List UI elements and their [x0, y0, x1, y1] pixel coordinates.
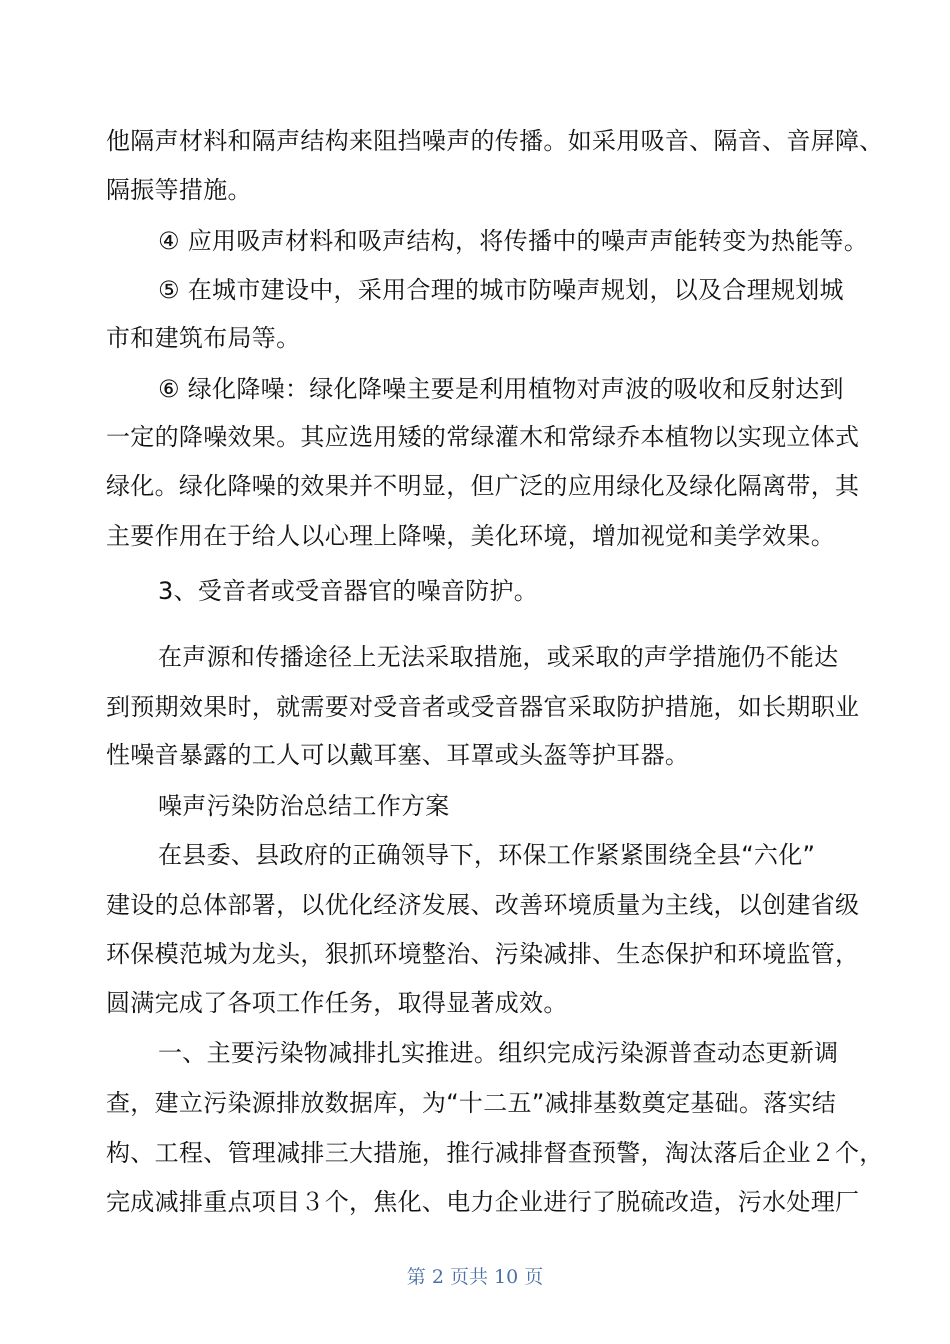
- text-line: 主要作用在于给人以心理上降噪，美化环境，增加视觉和美学效果。: [106, 522, 835, 550]
- text-line: 隔振等措施。: [106, 176, 252, 204]
- text-line: 构、工程、管理减排三大措施，推行减排督查预警，淘汰落后企业２个，: [106, 1139, 884, 1167]
- text-line: 建设的总体部署，以优化经济发展、改善环境质量为主线，以创建省级: [106, 891, 860, 919]
- text-line: 完成减排重点项目３个，焦化、电力企业进行了脱硫改造，污水处理厂: [106, 1188, 860, 1216]
- text-line: 绿化。绿化降噪的效果并不明显，但广泛的应用绿化及绿化隔离带，其: [106, 472, 860, 500]
- section-heading: 3、受音者或受音器官的噪音防护。: [158, 577, 539, 605]
- document-title: 噪声污染防治总结工作方案: [158, 792, 450, 820]
- text-line: 性噪音暴露的工人可以戴耳塞、耳罩或头盔等护耳器。: [106, 741, 690, 769]
- text-line: 查，建立污染源排放数据库，为“十二五”减排基数奠定基础。落实结: [106, 1089, 837, 1117]
- text-line: ⑥ 绿化降噪：绿化降噪主要是利用植物对声波的吸收和反射达到: [158, 375, 844, 403]
- text-line: ⑤ 在城市建设中，采用合理的城市防噪声规划，以及合理规划城: [158, 276, 844, 304]
- text-line: 圆满完成了各项工作任务，取得显著成效。: [106, 989, 568, 1017]
- text-line: 一、主要污染物减排扎实推进。组织完成污染源普查动态更新调: [158, 1039, 839, 1067]
- text-line: 市和建筑布局等。: [106, 324, 301, 352]
- text-line: 一定的降噪效果。其应选用矮的常绿灌木和常绿乔本植物以实现立体式: [106, 423, 860, 451]
- text-line: 到预期效果时，就需要对受音者或受音器官采取防护措施，如长期职业: [106, 693, 860, 721]
- text-line: ④ 应用吸声材料和吸声结构，将传播中的噪声声能转变为热能等。: [158, 227, 869, 255]
- text-line: 在县委、县政府的正确领导下，环保工作紧紧围绕全县“六化”: [158, 841, 816, 869]
- text-line: 环保模范城为龙头，狠抓环境整治、污染减排、生态保护和环境监管，: [106, 940, 860, 968]
- page-number-footer: 第 2 页共 10 页: [406, 1266, 544, 1288]
- text-line: 他隔声材料和隔声结构来阻挡噪声的传播。如采用吸音、隔音、音屏障、: [106, 127, 884, 155]
- text-line: 在声源和传播途径上无法采取措施，或采取的声学措施仍不能达: [158, 643, 839, 671]
